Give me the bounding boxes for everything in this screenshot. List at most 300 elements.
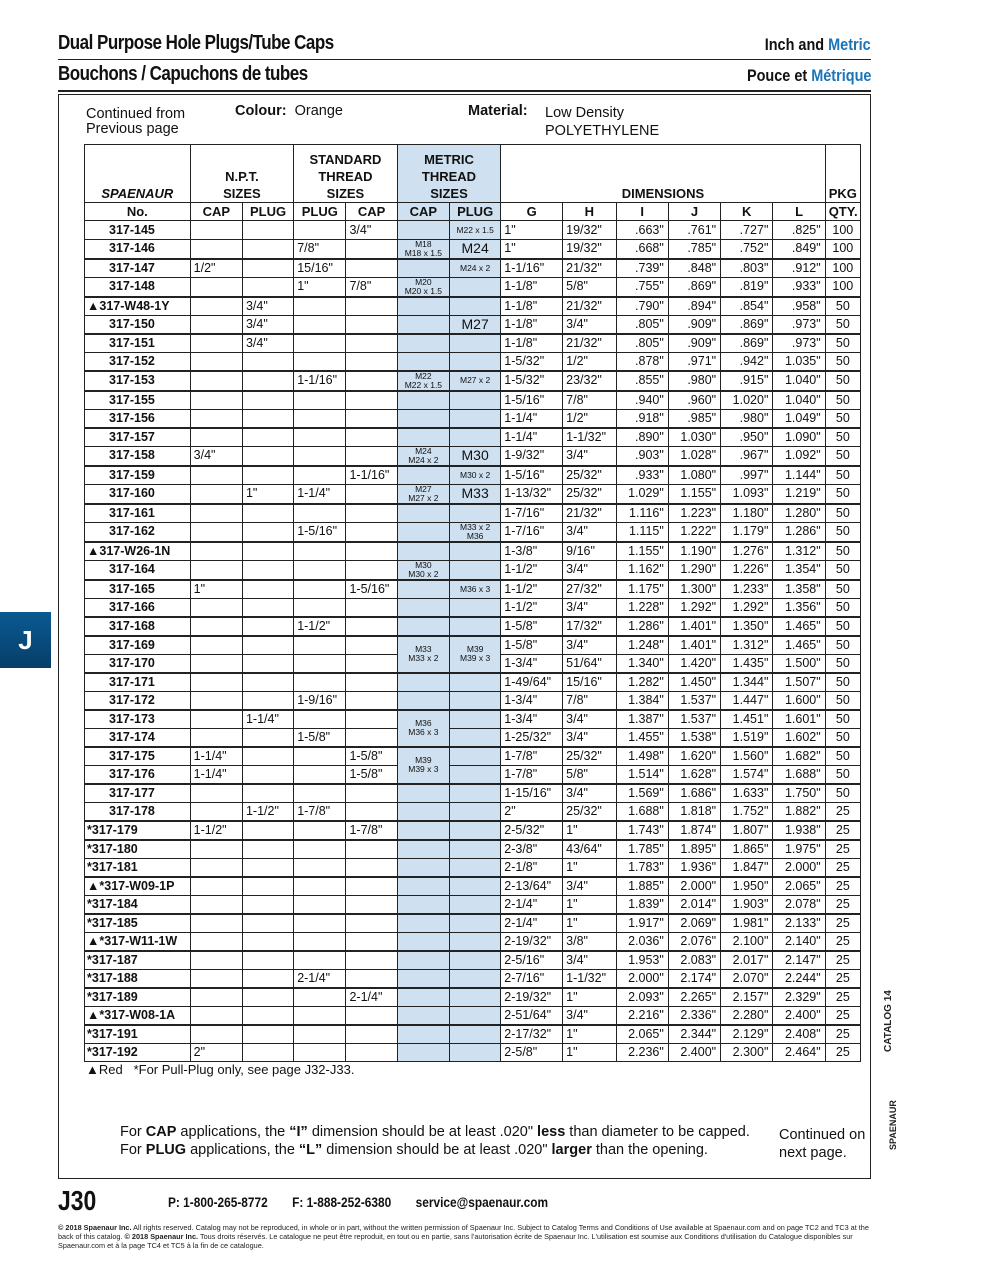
std-plug xyxy=(294,636,346,655)
dim-h: 51/64" xyxy=(563,654,616,673)
dim-g: 2-1/8" xyxy=(501,858,563,877)
dim-h: 25/32" xyxy=(563,466,616,485)
table-row xyxy=(85,784,861,803)
npt-plug xyxy=(242,1006,293,1025)
dim-h: 25/32" xyxy=(563,484,616,504)
dim-l: 1.354" xyxy=(773,560,825,580)
dim-l: 1.600" xyxy=(773,691,825,710)
npt-plug xyxy=(242,466,293,485)
dim-i: .878" xyxy=(616,352,668,371)
dim-j: .869" xyxy=(668,277,720,297)
application-note xyxy=(120,1123,750,1159)
std-cap xyxy=(346,636,397,655)
dim-g: 2-19/32" xyxy=(501,932,563,951)
part-number: 317-157 xyxy=(85,428,191,447)
dim-k: 1.847" xyxy=(721,858,773,877)
dim-g: 1-5/8" xyxy=(501,617,563,636)
dim-k: 1.903" xyxy=(721,895,773,914)
dim-l: .958" xyxy=(773,297,825,316)
std-plug: 1-1/16" xyxy=(294,371,346,391)
npt-cap xyxy=(190,673,242,692)
dim-i: 1.743" xyxy=(616,821,668,840)
pkg-qty: 25 xyxy=(825,988,860,1007)
dim-g: 1-3/8" xyxy=(501,542,563,561)
header-j: J xyxy=(668,203,720,221)
continued-line1: Continued from xyxy=(86,106,186,122)
dim-i: 1.785" xyxy=(616,840,668,859)
dim-g: 1" xyxy=(501,239,563,259)
pkg-qty: 50 xyxy=(825,391,860,410)
header-spaenaur: SPAENAUR xyxy=(85,145,191,203)
table-row xyxy=(85,277,861,297)
dim-i: .918" xyxy=(616,409,668,428)
dim-h: 1/2" xyxy=(563,409,616,428)
dim-j: 1.818" xyxy=(668,802,720,821)
npt-plug xyxy=(242,914,293,933)
std-plug xyxy=(294,391,346,410)
dim-i: 1.839" xyxy=(616,895,668,914)
std-plug xyxy=(294,932,346,951)
pkg-qty: 25 xyxy=(825,840,860,859)
table-header-row xyxy=(85,145,861,203)
metric-cap xyxy=(397,988,449,1007)
npt-cap xyxy=(190,466,242,485)
section-tab[interactable]: J xyxy=(0,612,51,668)
npt-plug xyxy=(242,259,293,278)
npt-cap: 2" xyxy=(190,1043,242,1061)
metric-cap-label: M30 xyxy=(415,560,432,570)
dim-k: .967" xyxy=(721,446,773,466)
dim-k: 2.017" xyxy=(721,951,773,970)
npt-cap: 1/2" xyxy=(190,259,242,278)
dim-j: 1.450" xyxy=(668,673,720,692)
metric-cap xyxy=(397,691,449,710)
dim-l: .912" xyxy=(773,259,825,278)
dim-j: .761" xyxy=(668,221,720,239)
npt-cap xyxy=(190,334,242,353)
dim-j: 1.292" xyxy=(668,598,720,617)
table-row xyxy=(85,636,861,655)
npt-plug xyxy=(242,932,293,951)
pkg-qty: 25 xyxy=(825,1043,860,1061)
dim-j: 2.344" xyxy=(668,1025,720,1044)
dim-g: 1-13/32" xyxy=(501,484,563,504)
std-plug xyxy=(294,673,346,692)
material-spec xyxy=(468,104,528,119)
dim-i: 1.228" xyxy=(616,598,668,617)
pkg-qty: 50 xyxy=(825,617,860,636)
dim-i: 1.282" xyxy=(616,673,668,692)
npt-plug: 1-1/4" xyxy=(242,710,293,729)
dim-h: 27/32" xyxy=(563,580,616,599)
dim-l: 2.000" xyxy=(773,858,825,877)
npt-plug xyxy=(242,277,293,297)
metric-cap xyxy=(397,352,449,371)
dim-j: 1.028" xyxy=(668,446,720,466)
table-row xyxy=(85,747,861,766)
dim-i: .940" xyxy=(616,391,668,410)
dim-k: 2.100" xyxy=(721,932,773,951)
dim-h: 3/4" xyxy=(563,1006,616,1025)
metric-plug xyxy=(450,580,501,599)
header-qty: QTY. xyxy=(825,203,860,221)
part-number: 317-178 xyxy=(85,802,191,821)
dim-g: 1-5/32" xyxy=(501,352,563,371)
npt-plug xyxy=(242,391,293,410)
dim-k: 1.179" xyxy=(721,522,773,542)
dim-k: 1.292" xyxy=(721,598,773,617)
dim-k: .980" xyxy=(721,409,773,428)
metric-plug xyxy=(450,560,501,580)
npt-cap xyxy=(190,1025,242,1044)
part-number: 317-171 xyxy=(85,673,191,692)
dim-i: 1.384" xyxy=(616,691,668,710)
std-cap xyxy=(346,371,397,391)
dim-h: 3/4" xyxy=(563,560,616,580)
metric-plug xyxy=(450,858,501,877)
dim-g: 1-1/16" xyxy=(501,259,563,278)
npt-plug xyxy=(242,580,293,599)
dim-h: 3/4" xyxy=(563,728,616,747)
part-number: 317-156 xyxy=(85,409,191,428)
dim-k: 1.950" xyxy=(721,877,773,896)
header-standard: STANDARD THREAD SIZES xyxy=(294,145,398,203)
metric-plug xyxy=(450,802,501,821)
dim-k: .950" xyxy=(721,428,773,447)
dim-i: 1.688" xyxy=(616,802,668,821)
table-row xyxy=(85,428,861,447)
units-en-inch: Inch and xyxy=(765,35,829,54)
npt-plug xyxy=(242,1043,293,1061)
dim-k: 2.129" xyxy=(721,1025,773,1044)
std-cap xyxy=(346,617,397,636)
metric-cap xyxy=(397,504,449,523)
colour-label: Colour: xyxy=(235,103,287,119)
std-plug: 1-7/8" xyxy=(294,802,346,821)
pkg-qty: 25 xyxy=(825,802,860,821)
units-french xyxy=(747,66,871,86)
std-plug xyxy=(294,315,346,334)
table-row xyxy=(85,673,861,692)
dim-h: 3/4" xyxy=(563,877,616,896)
table-row xyxy=(85,988,861,1007)
product-table xyxy=(84,144,861,1062)
dim-k: 1.180" xyxy=(721,504,773,523)
npt-cap xyxy=(190,636,242,655)
dim-l: .849" xyxy=(773,239,825,259)
std-cap xyxy=(346,969,397,988)
dim-k: .915" xyxy=(721,371,773,391)
metric-cap-label: M36 xyxy=(415,718,432,729)
table-row xyxy=(85,728,861,747)
std-cap xyxy=(346,914,397,933)
dim-j: 2.000" xyxy=(668,877,720,896)
pkg-qty: 50 xyxy=(825,560,860,580)
pkg-qty: 50 xyxy=(825,598,860,617)
dim-j: .985" xyxy=(668,409,720,428)
part-number: *317-192 xyxy=(85,1043,191,1061)
header-npt-plug: PLUG xyxy=(242,203,293,221)
header-met-cap: CAP xyxy=(397,203,449,221)
metric-plug xyxy=(450,466,501,485)
dim-g: 1-1/2" xyxy=(501,580,563,599)
npt-cap xyxy=(190,951,242,970)
metric-cap xyxy=(397,560,449,580)
metric-cap-label: M30 x 2 xyxy=(408,568,439,579)
dim-i: .805" xyxy=(616,334,668,353)
dim-g: 2-51/64" xyxy=(501,1006,563,1025)
part-number: 317-148 xyxy=(85,277,191,297)
npt-plug xyxy=(242,522,293,542)
dim-i: 2.036" xyxy=(616,932,668,951)
std-plug xyxy=(294,504,346,523)
part-number: *317-179 xyxy=(85,821,191,840)
npt-plug xyxy=(242,895,293,914)
npt-plug xyxy=(242,371,293,391)
dim-k: 2.280" xyxy=(721,1006,773,1025)
npt-plug xyxy=(242,858,293,877)
dim-j: 1.936" xyxy=(668,858,720,877)
part-number: *317-185 xyxy=(85,914,191,933)
npt-plug xyxy=(242,691,293,710)
npt-cap xyxy=(190,895,242,914)
table-body xyxy=(85,221,861,1062)
metric-plug xyxy=(450,710,501,729)
dim-k: 1.226" xyxy=(721,560,773,580)
table-row xyxy=(85,221,861,239)
pkg-qty: 50 xyxy=(825,654,860,673)
dim-j: 2.076" xyxy=(668,932,720,951)
npt-cap xyxy=(190,840,242,859)
dim-i: 2.236" xyxy=(616,1043,668,1061)
std-plug xyxy=(294,1043,346,1061)
email-link[interactable]: service@spaenaur.com xyxy=(415,1195,549,1210)
std-cap xyxy=(346,1006,397,1025)
continued-on xyxy=(779,1126,865,1162)
std-cap xyxy=(346,560,397,580)
part-number: 317-168 xyxy=(85,617,191,636)
npt-plug xyxy=(242,560,293,580)
dim-i: .805" xyxy=(616,315,668,334)
npt-plug xyxy=(242,951,293,970)
dim-l: 2.140" xyxy=(773,932,825,951)
material-value-line1: Low Density xyxy=(545,105,624,121)
dim-h: 1-1/32" xyxy=(563,969,616,988)
dim-l: 1.090" xyxy=(773,428,825,447)
metric-plug xyxy=(450,895,501,914)
metric-plug xyxy=(450,765,501,784)
metric-cap xyxy=(397,710,449,747)
dim-l: 2.147" xyxy=(773,951,825,970)
header-metric: METRIC THREAD SIZES xyxy=(397,145,501,203)
table-row xyxy=(85,598,861,617)
dim-k: 1.560" xyxy=(721,747,773,766)
std-cap xyxy=(346,802,397,821)
table-row xyxy=(85,821,861,840)
header-g: G xyxy=(501,203,563,221)
npt-plug xyxy=(242,840,293,859)
dim-i: 1.155" xyxy=(616,542,668,561)
dim-h: 21/32" xyxy=(563,297,616,316)
std-plug xyxy=(294,428,346,447)
part-number: 317-159 xyxy=(85,466,191,485)
part-number: *317-180 xyxy=(85,840,191,859)
dim-h: 1" xyxy=(563,821,616,840)
dim-g: 1-15/16" xyxy=(501,784,563,803)
npt-plug: 3/4" xyxy=(242,334,293,353)
dim-j: .894" xyxy=(668,297,720,316)
table-row xyxy=(85,371,861,391)
std-cap xyxy=(346,728,397,747)
pkg-qty: 50 xyxy=(825,504,860,523)
metric-cap xyxy=(397,821,449,840)
metric-cap xyxy=(397,747,449,784)
pkg-qty: 50 xyxy=(825,428,860,447)
dim-h: 19/32" xyxy=(563,221,616,239)
npt-cap xyxy=(190,277,242,297)
dim-l: 1.219" xyxy=(773,484,825,504)
std-cap: 1-5/8" xyxy=(346,747,397,766)
dim-g: 1-9/32" xyxy=(501,446,563,466)
dim-h: 5/8" xyxy=(563,765,616,784)
metric-plug xyxy=(450,617,501,636)
metric-plug xyxy=(450,969,501,988)
std-plug: 1-1/2" xyxy=(294,617,346,636)
dim-i: 1.498" xyxy=(616,747,668,766)
dim-k: 1.344" xyxy=(721,673,773,692)
metric-cap-label: M39 x 3 xyxy=(408,764,439,775)
metric-plug xyxy=(450,428,501,447)
dim-k: 1.865" xyxy=(721,840,773,859)
dim-l: 1.682" xyxy=(773,747,825,766)
metric-cap xyxy=(397,259,449,278)
metric-cap xyxy=(397,484,449,504)
npt-plug xyxy=(242,728,293,747)
std-cap: 2-1/4" xyxy=(346,988,397,1007)
dim-i: .739" xyxy=(616,259,668,278)
contact-line xyxy=(168,1195,569,1210)
npt-cap xyxy=(190,654,242,673)
std-cap xyxy=(346,840,397,859)
dim-i: .663" xyxy=(616,221,668,239)
part-number: *317-181 xyxy=(85,858,191,877)
metric-cap xyxy=(397,969,449,988)
dim-h: 3/4" xyxy=(563,315,616,334)
dim-j: .909" xyxy=(668,334,720,353)
dim-k: 1.752" xyxy=(721,802,773,821)
metric-plug xyxy=(450,877,501,896)
metric-plug xyxy=(450,691,501,710)
dim-g: 2-19/32" xyxy=(501,988,563,1007)
metric-cap xyxy=(397,371,449,391)
dim-k: .942" xyxy=(721,352,773,371)
npt-cap xyxy=(190,877,242,896)
dim-j: 1.222" xyxy=(668,522,720,542)
metric-cap xyxy=(397,895,449,914)
metric-plug-label: M39 xyxy=(466,644,484,655)
std-cap xyxy=(346,784,397,803)
dim-k: .727" xyxy=(721,221,773,239)
table-row xyxy=(85,560,861,580)
part-number: 317-160 xyxy=(85,484,191,504)
pkg-qty: 25 xyxy=(825,821,860,840)
dim-l: 2.133" xyxy=(773,914,825,933)
table-row xyxy=(85,691,861,710)
dim-j: 1.538" xyxy=(668,728,720,747)
metric-plug xyxy=(450,297,501,316)
dim-l: 2.408" xyxy=(773,1025,825,1044)
dim-i: 1.783" xyxy=(616,858,668,877)
header-dimensions: DIMENSIONS xyxy=(501,145,825,203)
npt-cap: 1-1/4" xyxy=(190,765,242,784)
dim-g: 1-49/64" xyxy=(501,673,563,692)
dim-h: 25/32" xyxy=(563,747,616,766)
dim-i: 2.216" xyxy=(616,1006,668,1025)
continued-on-line2: next page. xyxy=(779,1145,847,1161)
metric-plug xyxy=(450,1025,501,1044)
part-number: *317-184 xyxy=(85,895,191,914)
dim-l: 1.092" xyxy=(773,446,825,466)
phone-number[interactable]: P: 1-800-265-8772 xyxy=(168,1195,268,1210)
metric-plug xyxy=(450,1006,501,1025)
std-plug xyxy=(294,542,346,561)
dim-g: 2-5/8" xyxy=(501,1043,563,1061)
table-row xyxy=(85,522,861,542)
metric-plug-label: M33 x 2 xyxy=(460,522,491,532)
npt-cap xyxy=(190,504,242,523)
std-cap xyxy=(346,409,397,428)
pkg-qty: 50 xyxy=(825,710,860,729)
pkg-qty: 50 xyxy=(825,747,860,766)
page-title-french: Bouchons / Capuchons de tubes xyxy=(58,63,308,85)
npt-plug xyxy=(242,428,293,447)
table-row xyxy=(85,580,861,599)
npt-cap xyxy=(190,221,242,239)
dim-i: .790" xyxy=(616,297,668,316)
dim-k: .869" xyxy=(721,334,773,353)
std-plug: 1-9/16" xyxy=(294,691,346,710)
std-cap xyxy=(346,259,397,278)
pkg-qty: 50 xyxy=(825,446,860,466)
npt-plug xyxy=(242,765,293,784)
part-number: ▲*317-W11-1W xyxy=(85,932,191,951)
metric-cap xyxy=(397,315,449,334)
legend-red: ▲Red xyxy=(86,1062,123,1077)
dim-h: 1" xyxy=(563,988,616,1007)
part-number: 317-165 xyxy=(85,580,191,599)
metric-plug xyxy=(450,673,501,692)
dim-j: 1.895" xyxy=(668,840,720,859)
dim-k: 1.633" xyxy=(721,784,773,803)
metric-plug xyxy=(450,277,501,297)
std-cap: 7/8" xyxy=(346,277,397,297)
header-met-plug: PLUG xyxy=(450,203,501,221)
table-row xyxy=(85,877,861,896)
page-title: Dual Purpose Hole Plugs/Tube Caps xyxy=(58,32,334,54)
dim-l: 1.465" xyxy=(773,617,825,636)
part-number: 317-177 xyxy=(85,784,191,803)
part-number: 317-153 xyxy=(85,371,191,391)
dim-h: 1" xyxy=(563,858,616,877)
metric-plug xyxy=(450,728,501,747)
dim-l: .973" xyxy=(773,334,825,353)
metric-cap-label: M24 x 2 xyxy=(408,454,439,465)
std-plug: 1" xyxy=(294,277,346,297)
std-plug xyxy=(294,747,346,766)
part-number: 317-173 xyxy=(85,710,191,729)
npt-plug xyxy=(242,352,293,371)
metric-plug xyxy=(450,598,501,617)
